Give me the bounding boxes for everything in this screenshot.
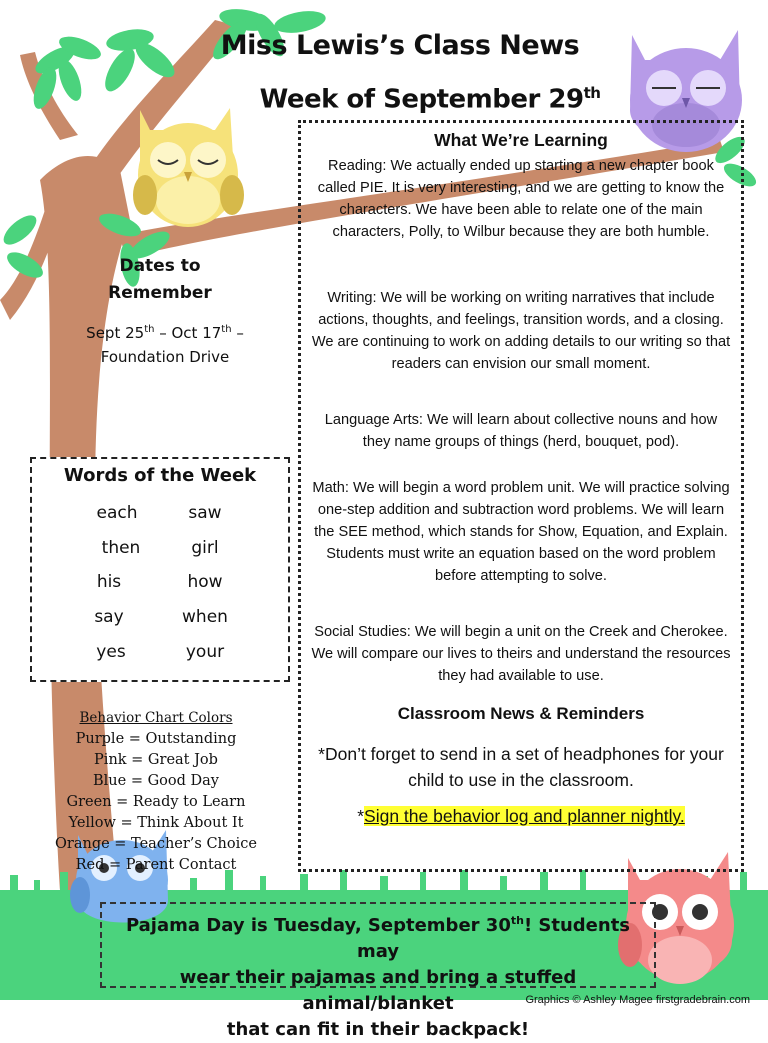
word-right: when [182,607,228,627]
word-left: his [96,572,122,592]
math-paragraph: Math: We will begin a word problem unit. We will practice solving one-step addition and subtraction word problems. We will learn the SEE method, which stands for Show, Equation, and Explain. Students must write an equation based on the word problem before attempting to solve. [312,480,730,584]
dates-end-sup: th [221,324,232,335]
writing-paragraph: Writing: We will be working on writing narratives that include actions, thoughts, and feelings, transition words, and a closing. We are continuing to work on adding details to our writing so that readers can envision our small moment. [311,290,731,372]
news-heading: Classroom News & Reminders [397,704,645,723]
word-right: how [187,572,223,592]
dates-start-sup: th [144,324,155,335]
social-studies-paragraph: Social Studies: We will begin a unit on the Creek and Cherokee. We will compare our lives to theirs and understand the resources they had available to use. [311,624,731,684]
pajama-line1: Pajama Day is Tuesday, September 30 [125,915,511,936]
language-arts-paragraph: Language Arts: We will learn about collective nouns and how they name groups of things (herd, bouquet, pod). [324,412,718,450]
highlighted-reminder: Sign the behavior log and planner nightly. [364,806,685,826]
word-right: your [185,642,225,662]
word-right: saw [188,503,222,523]
dates-title: Dates to Remember [108,256,212,303]
dates-tail: – [231,324,244,342]
learning-heading: What We’re Learning [434,130,608,150]
pajama-sup: th [510,914,524,927]
behavior-title: Behavior Chart Colors [79,710,233,726]
week-heading-text: Week of September 29 [259,84,584,115]
week-heading [230,84,630,115]
pajama-line1-end: ! Students may [356,915,631,962]
word-left: yes [96,642,126,662]
words-title: Words of the Week [63,465,257,486]
pajama-line2: wear their pajamas and bring a stuffed animal/blanket [179,967,577,1014]
dates-event: Foundation Drive [100,348,230,366]
word-right: girl [191,538,219,558]
behavior-item: Pink = Great Job [94,752,218,768]
headphones-reminder: *Don’t forget to send in a set of headphones for your child to use in the classroom. [318,744,724,790]
behavior-item: Purple = Outstanding [75,731,237,747]
behavior-item: Red = Parent Contact [75,857,237,873]
week-heading-suffix: th [583,84,601,102]
dates-end: – Oct 17 [154,324,222,342]
behavior-log-reminder [311,803,731,829]
behavior-item: Yellow = Think About It [68,815,244,831]
reminder-star: * [357,806,365,826]
words-of-week-box [30,457,290,682]
word-left: then [101,538,141,558]
graphics-credit: Graphics © Ashley Magee firstgradebrain.com [525,994,750,1006]
word-left: each [96,503,138,523]
newsletter-title: Miss Lewis’s Class News [220,30,580,61]
learning-section [298,120,744,872]
pajama-line3: that can fit in their backpack! [226,1019,530,1040]
dates-start: Sept 25 [86,324,145,342]
behavior-item: Green = Ready to Learn [66,794,246,810]
behavior-chart [42,708,270,876]
reading-paragraph: Reading: We actually ended up starting a new chapter book called PIE. It is very interesting, and we are getting to know the characters. We have been able to relate one of the main characters, Polly, to Wilbur because they are both humble. [317,158,725,240]
behavior-item: Orange = Teacher’s Choice [55,836,257,852]
behavior-item: Blue = Good Day [93,773,219,789]
dates-entry [50,318,280,369]
word-left: say [94,607,124,627]
